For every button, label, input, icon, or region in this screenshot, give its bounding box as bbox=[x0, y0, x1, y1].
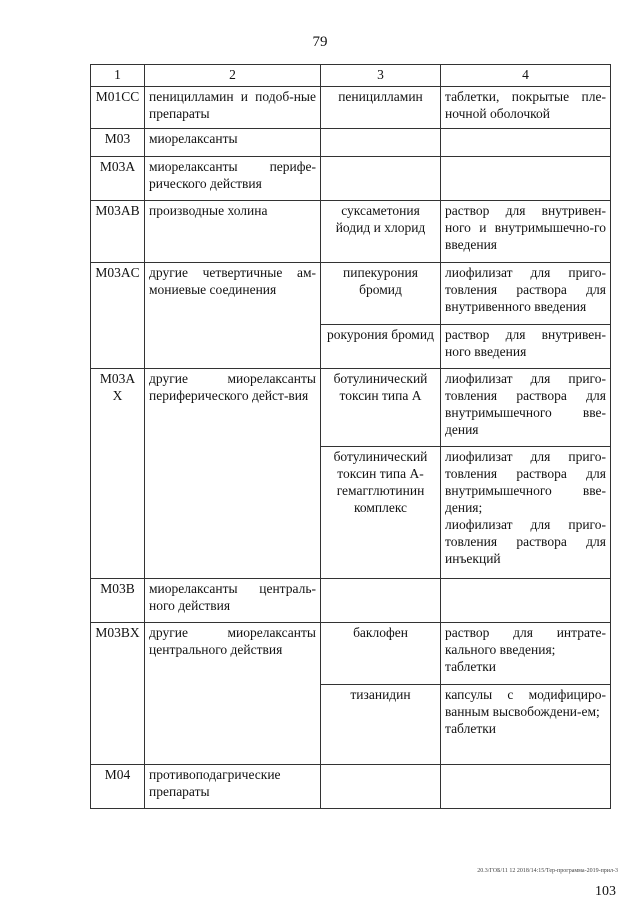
atc-code: M01CC bbox=[91, 87, 145, 129]
atc-code: M03BX bbox=[91, 623, 145, 765]
group-name: производные холина bbox=[145, 201, 321, 263]
atc-code: M03B bbox=[91, 579, 145, 623]
group-name: миорелаксанты централь-ного действия bbox=[145, 579, 321, 623]
drug-name bbox=[321, 157, 441, 201]
table-row bbox=[91, 157, 611, 201]
drug-name bbox=[321, 129, 441, 157]
sheet-number: 103 bbox=[595, 884, 616, 899]
column-header-4: 4 bbox=[441, 65, 611, 87]
atc-code: M04 bbox=[91, 765, 145, 809]
table-row bbox=[91, 623, 611, 685]
table-header-row bbox=[91, 65, 611, 87]
drug-name: тизанидин bbox=[321, 685, 441, 765]
column-header-1: 1 bbox=[91, 65, 145, 87]
atc-code: M03 bbox=[91, 129, 145, 157]
table-row bbox=[91, 263, 611, 325]
dosage-form: раствор для внутривен-ного и внутримышечно-го введения bbox=[441, 201, 611, 263]
dosage-form: лиофилизат для приго-товления раствора для внутримышечного вве-дения bbox=[441, 369, 611, 447]
dosage-form: лиофилизат для приго-товления раствора для внутривенного введения bbox=[441, 263, 611, 325]
dosage-form: раствор для внутривен-ного введения bbox=[441, 325, 611, 369]
dosage-form: капсулы с модифициро-ванным высвобождени-ем; таблетки bbox=[441, 685, 611, 765]
drug-name bbox=[321, 765, 441, 809]
group-name: другие четвертичные ам-мониевые соединения bbox=[145, 263, 321, 369]
drug-name: пипекурония бромид bbox=[321, 263, 441, 325]
atc-code: M03A bbox=[91, 157, 145, 201]
table-row bbox=[91, 201, 611, 263]
dosage-form bbox=[441, 765, 611, 809]
dosage-form bbox=[441, 129, 611, 157]
document-footer-note: 20.3/ГОБ/11 12 2018/14:15/Тер-программа-2019-прил-3 bbox=[477, 868, 618, 874]
atc-code: M03AC bbox=[91, 263, 145, 369]
dosage-form: лиофилизат для приго-товления раствора для внутримышечного вве-дения; лиофилизат для приго-товления раствора для инъекций bbox=[441, 447, 611, 579]
drug-name: пеницилламин bbox=[321, 87, 441, 129]
group-name: противоподагрические препараты bbox=[145, 765, 321, 809]
atc-code: M03A X bbox=[91, 369, 145, 579]
group-name: другие миорелаксанты центрального действия bbox=[145, 623, 321, 765]
dosage-form: таблетки, покрытые пле-ночной оболочкой bbox=[441, 87, 611, 129]
table-row bbox=[91, 129, 611, 157]
group-name: миорелаксанты перифе-рического действия bbox=[145, 157, 321, 201]
table-row bbox=[91, 765, 611, 809]
table-row bbox=[91, 87, 611, 129]
drug-table bbox=[90, 64, 611, 809]
drug-name: рокурония бромид bbox=[321, 325, 441, 369]
group-name: миорелаксанты bbox=[145, 129, 321, 157]
drug-name bbox=[321, 579, 441, 623]
group-name: другие миорелаксанты периферического дейст-вия bbox=[145, 369, 321, 579]
table-row bbox=[91, 369, 611, 447]
column-header-3: 3 bbox=[321, 65, 441, 87]
dosage-form: раствор для интрате-кального введения; таблетки bbox=[441, 623, 611, 685]
drug-name: ботулинический токсин типа А-гемагглютинин комплекс bbox=[321, 447, 441, 579]
drug-name: суксаметония йодид и хлорид bbox=[321, 201, 441, 263]
page-number: 79 bbox=[312, 34, 328, 50]
drug-name: баклофен bbox=[321, 623, 441, 685]
column-header-2: 2 bbox=[145, 65, 321, 87]
atc-code: M03AB bbox=[91, 201, 145, 263]
dosage-form bbox=[441, 157, 611, 201]
drug-name: ботулинический токсин типа А bbox=[321, 369, 441, 447]
group-name: пеницилламин и подоб-ные препараты bbox=[145, 87, 321, 129]
dosage-form bbox=[441, 579, 611, 623]
table-row bbox=[91, 579, 611, 623]
